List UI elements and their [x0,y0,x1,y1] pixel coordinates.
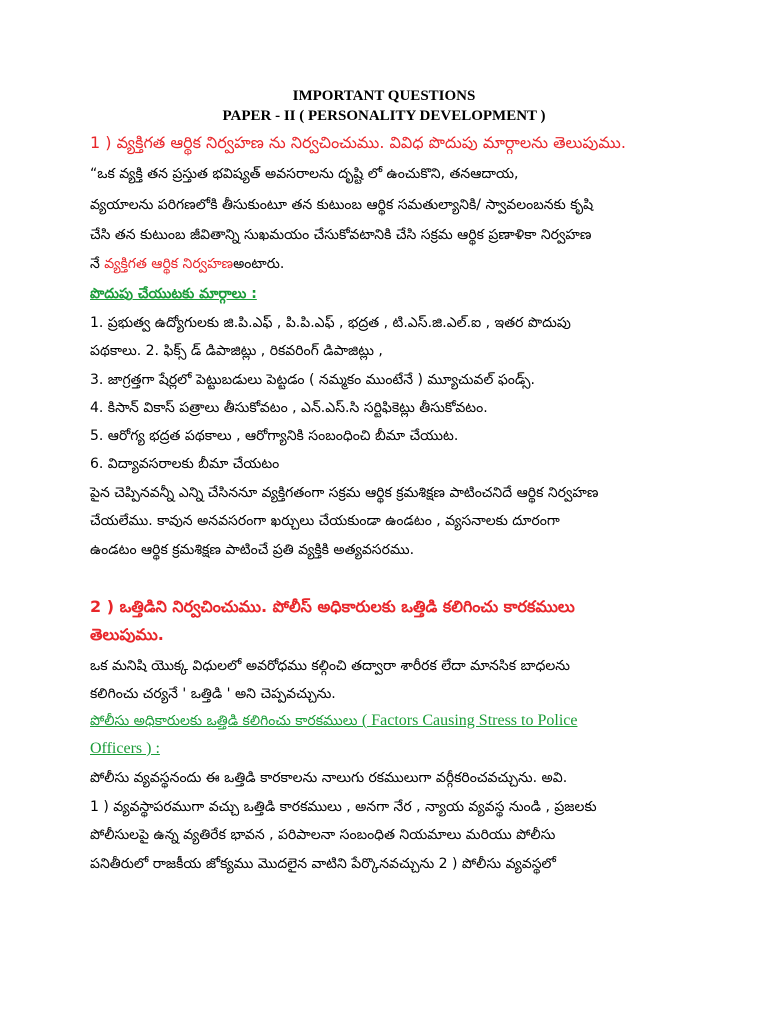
q1-definition-suffix: అంటారు. [233,256,285,272]
q2-body-line: పోలీసు వ్యవస్థనందు ఈ ఒత్తిడి కారకాలను నాలుగు రకములుగా వర్గీకరించవచ్చును. అవి. [90,770,568,786]
stress-factors-heading-telugu: పోలీసు అధికారులకు ఒత్తిడి కలిగించు కారకములు [90,713,362,729]
q1-defined-term: వ్యక్తిగత ఆర్థిక నిర్వహణ [104,256,234,272]
q1-definition-line: వ్యయాలను పరిగణలోకి తీసుకుంటూ తన కుటుంబ ఆర్థిక సమతుల్యానికి/ స్వావలంబనకు కృషి [90,197,594,213]
savings-line: 5. ఆరోగ్య భద్రత పథకాలు , ఆరోగ్యానికి సంబంధించి బీమా చేయుట. [90,428,459,444]
q1-definition-last-line [90,254,690,274]
document-subtitle: PAPER - II ( PERSONALITY DEVELOPMENT ) [222,108,546,124]
stress-factors-heading [90,711,690,731]
summary-line: పైన చెప్పినవన్నీ ఎన్ని చేసిననూ వ్యక్తిగతంగా సక్రమ ఆర్థిక క్రమశిక్షణ పాటించనిదే ఆర్థిక నిర్వహణ [90,485,599,501]
stress-factors-heading-english: ( Factors Causing Stress to Police [361,712,578,729]
q2-body-line: 1 ) వ్యవస్థాపరముగా వచ్చు ఒత్తిడి కారకములు , అనగా నేర , న్యాయ వ్యవస్థ నుండి , ప్రజలకు [90,799,597,815]
savings-line: 3. జాగ్రత్తగా షేర్లలో పెట్టుబడులు పెట్టడం ( నమ్మకం ముంటేనే ) మ్యూచువల్ ఫండ్స్. [90,372,535,388]
savings-line: 1. ప్రభుత్వ ఉద్యోగులకు జి.పి.ఎఫ్ , పి.పి.ఎఫ్ , భద్రత , టి.ఎస్.జి.ఎల్.ఐ , ఇతర పొదుపు [90,315,571,331]
summary-line: ఉండటం ఆర్థిక క్రమశిక్షణ పాటించే ప్రతి వ్యక్తికి అత్యవసరము. [90,542,415,558]
question-2-heading-cont: తెలుపుము. [90,625,164,644]
q2-body-line: పనితీరులో రాజకీయ జోక్యము మొదలైన వాటిని పేర్కొనవచ్చును 2 ) పోలీసు వ్యవస్థలో [90,856,556,872]
document-title: IMPORTANT QUESTIONS [292,88,476,104]
q2-body-line: పోలీసులపై ఉన్న వ్యతిరేక భావన , పరిపాలనా సంబంధిత నియమాలు మరియు పోలీసు [90,827,556,843]
q2-definition-line: ఒక మనిషి యొక్క విధులలో అవరోధము కల్గించి తద్వారా శారీరక లేదా మానసిక బాధలను [90,658,570,674]
savings-methods-heading: పొదుపు చేయుటకు మార్గాలు : [90,286,257,302]
savings-line: 6. విద్యావసరాలకు బీమా చేయటం [90,456,280,472]
q2-definition-line: కలిగించు చర్యనే ' ఒత్తిడి ' అని చెప్పవచ్చును. [90,686,336,702]
q1-definition-line: “ఒక వ్యక్తి తన ప్రస్తుత భవిష్యత్ అవసరాలను దృష్టి లో ఉంచుకొని, తనఆదాయ, [90,166,519,182]
q1-definition-prefix: నే [90,256,105,272]
savings-line: 4. కిసాన్ వికాస్ పత్రాలు తీసుకోవటం , ఎన్.ఎస్.సి సర్టిఫికెట్లు తీసుకోవటం. [90,400,488,416]
question-2-heading: 2 ) ఒత్తిడిని నిర్వచించుము. పోలీస్ అధికారులకు ఒత్తిడి కలిగించు కారకములు [90,597,575,616]
q1-definition-line: చేసి తన కుటుంబ జీవితాన్ని సుఖమయం చేసుకోవటానికి చేసి సక్రమ ఆర్థిక ప్రణాళికా నిర్వహణ [90,227,592,243]
summary-line: చేయలేము. కావున అనవసరంగా ఖర్చులు చేయకుండా ఉండటం , వ్యసనాలకు దూరంగా [90,513,560,529]
stress-factors-heading-cont: Officers ) : [90,740,160,757]
question-1-heading: 1 ) వ్యక్తిగత ఆర్థిక నిర్వహణ ను నిర్వచించుము. వివిధ పొదుపు మార్గాలను తెలుపుము. [90,133,626,152]
savings-line: పథకాలు. 2. ఫిక్స్ డ్ డిపాజిట్లు , రికవరింగ్ డిపాజిట్లు , [90,343,383,359]
